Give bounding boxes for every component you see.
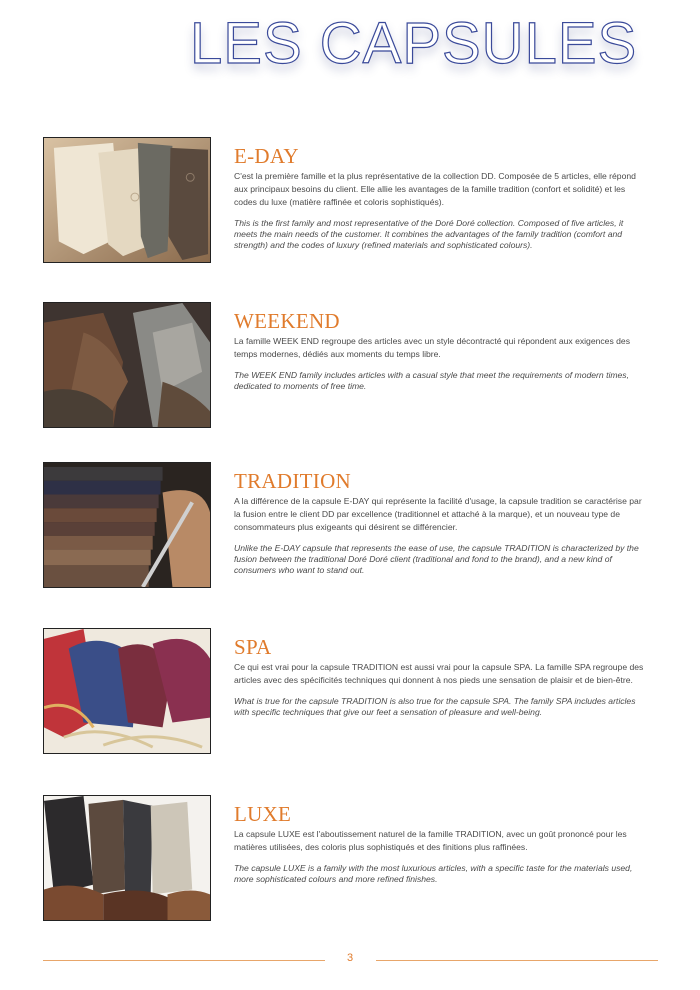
section-text-english: What is true for the capsule TRADITION is also true for the capsule SPA. The family SPA includes articles with specific techniques that give our feet a sensation of pleasure and well-being. <box>234 696 636 717</box>
footer-rule-right <box>376 960 658 961</box>
section-text-french: La famille WEEK END regroupe des articles avec un style décontracté qui répondent aux exigences des temps modernes, dédiés aux moments du temps libre. <box>234 336 631 359</box>
section-text-french: Ce qui est vrai pour la capsule TRADITION est aussi vrai pour la capsule SPA. La famille SPA regroupe des articles avec des spécificités techniques qui donnent à nos pieds une sensation de plaisir et de bien-être. <box>234 662 644 685</box>
section-heading: E-DAY <box>234 144 299 168</box>
tradition-socks-stack-photo <box>43 462 211 588</box>
section-weekend <box>43 302 663 432</box>
section-heading: SPA <box>234 635 272 659</box>
section-heading: LUXE <box>234 802 292 826</box>
section-text-english: The capsule LUXE is a family with the most luxurious articles, with a specific taste for the materials used, more sophisticated colours and more refined finishes. <box>234 863 633 884</box>
section-e-day <box>43 137 663 267</box>
section-text-english: Unlike the E-DAY capsule that represents the ease of use, the capsule TRADITION is characterized by the fusion between the traditional Doré Doré client (traditional and fond to the brand), and a new kind of consumers who want to stand out. <box>234 543 639 575</box>
section-tradition <box>43 462 663 592</box>
section-text-english: This is the first family and most representative of the Doré Doré collection. Composed of five articles, it meets the main needs of the customer. It combines the advantages of the family tradition (comfort and strength) and the codes of luxury (refined materials and sophisticated colours). <box>234 218 624 250</box>
page-title: LES CAPSULES <box>190 11 638 76</box>
weekend-boots-socks-photo <box>43 302 211 428</box>
section-heading: TRADITION <box>234 469 352 493</box>
page-number: 3 <box>346 952 354 964</box>
section-heading: WEEKEND <box>234 309 340 333</box>
section-spa <box>43 628 663 758</box>
section-text-english: The WEEK END family includes articles with a casual style that meet the requirements of modern times, dedicated to moments of free time. <box>234 370 629 391</box>
e-day-socks-photo <box>43 137 211 263</box>
section-text-french: C'est la première famille et la plus représentative de la collection DD. Composée de 5 articles, elle répond aux principaux besoins du client. Elle allie les avantages de la famille tradition (confort et solidité) et les codes du luxe (matière raffinée et coloris sophistiqués). <box>234 171 636 207</box>
section-luxe <box>43 795 663 925</box>
luxe-socks-shoes-photo <box>43 795 211 921</box>
section-text-french: La capsule LUXE est l'aboutissement naturel de la famille TRADITION, avec un goût prononcé pour les matières utilisées, des coloris plus sophistiqués et des finitions plus raffinées. <box>234 829 627 852</box>
spa-colored-socks-photo <box>43 628 211 754</box>
footer-rule-left <box>43 960 325 961</box>
section-text-french: A la différence de la capsule E-DAY qui représente la facilité d'usage, la capsule tradition se caractérise par la fusion entre le client DD par excellence (traditionnel et attaché à la marque), et un nouveau type de consommateurs plus exigeants qui désirent se différencier. <box>234 496 642 532</box>
